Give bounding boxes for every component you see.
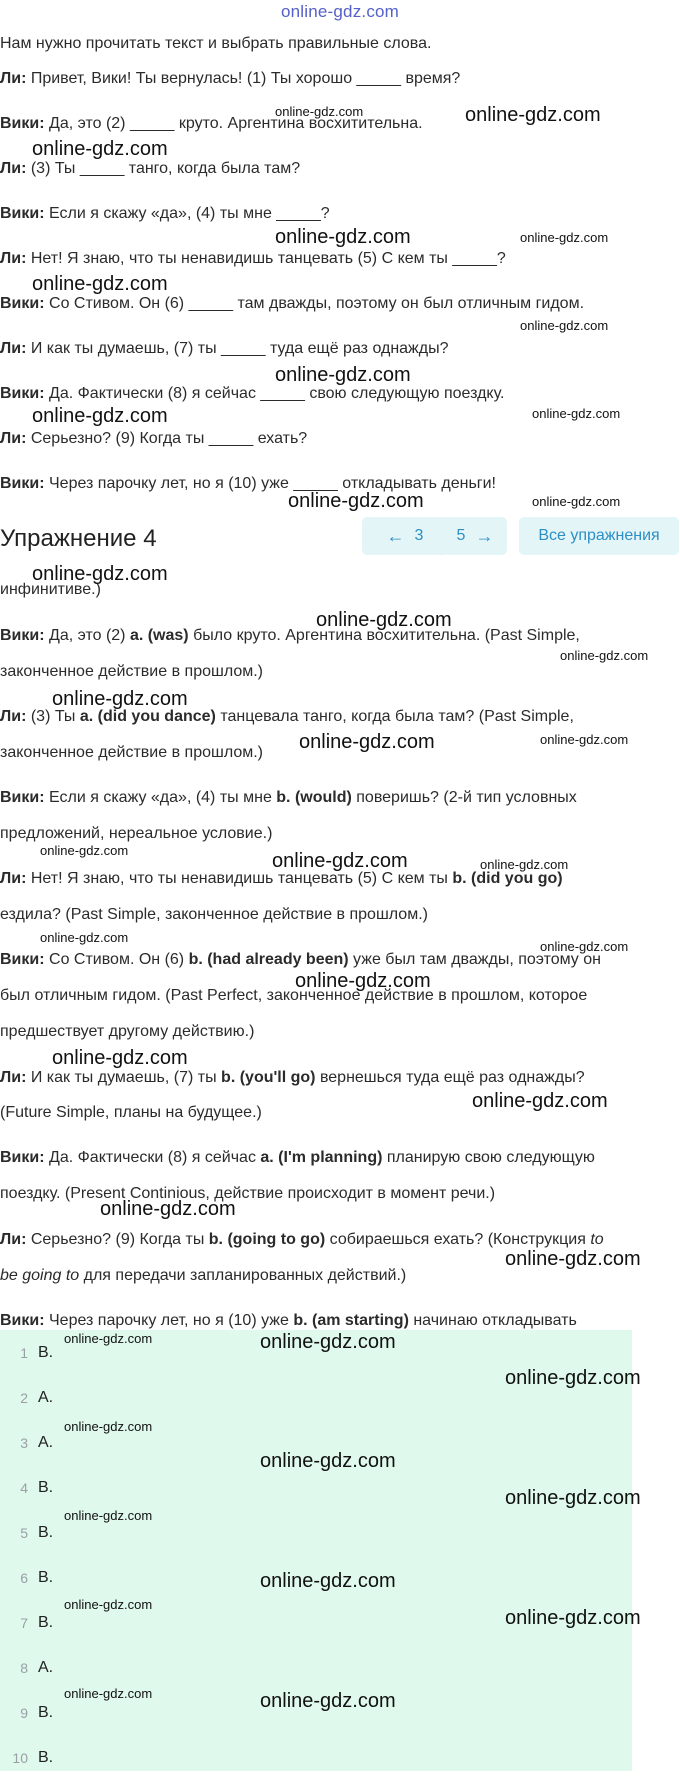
- answer-number: 8: [20, 1659, 28, 1676]
- text-segment: планирую свою следующую: [382, 1149, 595, 1166]
- answer-row: [0, 1735, 632, 1780]
- bold-segment: Ли:: [0, 160, 27, 177]
- bold-segment: Вики:: [0, 951, 45, 968]
- watermark-text: online-gdz.com: [532, 494, 621, 509]
- text-segment: для передачи запланированных действий.): [79, 1267, 407, 1284]
- text-segment: Через парочку лет, но я (10) уже: [44, 1312, 294, 1329]
- bold-segment: b. (going to go): [208, 1231, 326, 1248]
- answer-value: A.: [38, 1388, 54, 1406]
- answer-number: 3: [20, 1434, 28, 1451]
- bold-segment: a. (was): [129, 627, 189, 644]
- explanation-line: [0, 1068, 675, 1088]
- arrow-right-icon: →: [475, 525, 494, 546]
- text-segment: поездку. (Present Continious, действие происходит в момент речи.): [0, 1185, 496, 1202]
- answer-number: 10: [12, 1749, 28, 1766]
- bold-segment: Вики:: [0, 295, 45, 312]
- answer-number: 9: [20, 1704, 28, 1721]
- watermark-text: online-gdz.com: [40, 930, 129, 945]
- next-exercise-number: 5: [456, 527, 466, 544]
- bold-segment: a. (I'm planning): [260, 1149, 383, 1166]
- bold-segment: Ли:: [0, 340, 27, 357]
- answer-value: B.: [38, 1703, 54, 1721]
- arrow-left-icon: ←: [386, 525, 405, 546]
- text-segment: предложений, нереальное условие.): [0, 825, 273, 842]
- watermark-text: online-gdz.com: [275, 226, 411, 248]
- answer-value: B.: [38, 1613, 54, 1631]
- text-segment: Серьезно? (9) Когда ты _____ ехать?: [26, 430, 308, 447]
- answer-value: B.: [38, 1343, 54, 1361]
- answer-value: A.: [38, 1658, 54, 1676]
- text-segment: танцевала танго, когда была там? (Past Simple,: [215, 708, 574, 725]
- watermark-text: online-gdz.com: [505, 1487, 641, 1509]
- dialogue-line: [0, 339, 675, 359]
- answer-row: [0, 1645, 632, 1690]
- all-exercises-label: Все упражнения: [538, 527, 660, 544]
- watermark-text: online-gdz.com: [465, 104, 601, 126]
- watermark-text: online-gdz.com: [520, 230, 609, 245]
- dialogue-line: [0, 429, 675, 449]
- text-segment: Со Стивом. Он (6) _____ там дважды, поэтому он был отличным гидом.: [44, 295, 585, 312]
- explanation-line: [0, 1230, 675, 1250]
- text-segment: законченное действие в прошлом.): [0, 744, 264, 761]
- text-segment: Да. Фактически (8) я сейчас: [44, 1149, 261, 1166]
- watermark-text: online-gdz.com: [275, 364, 411, 386]
- text-segment: Со Стивом. Он (6): [44, 951, 189, 968]
- answer-value: B.: [38, 1568, 54, 1586]
- dialogue-line: [0, 159, 675, 179]
- text-segment: (3) Ты: [26, 708, 80, 725]
- bold-segment: Вики:: [0, 115, 45, 132]
- watermark-text: online-gdz.com: [540, 939, 629, 954]
- next-exercise-button[interactable]: [443, 517, 507, 555]
- watermark-text: online-gdz.com: [288, 490, 424, 512]
- bold-segment: Ли:: [0, 870, 27, 887]
- dialogue-line: [0, 204, 675, 224]
- text-segment: начинаю откладывать: [408, 1312, 577, 1329]
- watermark-text: online-gdz.com: [505, 1248, 641, 1270]
- watermark-text: online-gdz.com: [100, 1198, 236, 1220]
- text-segment: Серьезно? (9) Когда ты: [26, 1231, 209, 1248]
- answer-number: 6: [20, 1569, 28, 1586]
- watermark-text: online-gdz.com: [505, 1607, 641, 1629]
- text-segment: be going to: [0, 1267, 80, 1284]
- bold-segment: Вики:: [0, 385, 45, 402]
- watermark-text: online-gdz.com: [480, 857, 569, 872]
- watermark-text: online-gdz.com: [32, 273, 168, 295]
- watermark-text: online-gdz.com: [295, 970, 431, 992]
- text-segment: инфинитиве.): [0, 581, 101, 598]
- bold-segment: Ли:: [0, 250, 27, 267]
- bold-segment: b. (would): [276, 789, 352, 806]
- explanation-line: [0, 1022, 675, 1042]
- watermark-text: online-gdz.com: [40, 843, 129, 858]
- watermark-text: online-gdz.com: [64, 1331, 153, 1346]
- text-segment: Если я скажу «да», (4) ты мне: [44, 789, 277, 806]
- answer-number: 1: [20, 1344, 28, 1361]
- watermark-text: online-gdz.com: [52, 688, 188, 710]
- text-segment: Нет! Я знаю, что ты ненавидишь танцевать (5) С кем ты _____?: [26, 250, 506, 267]
- watermark-text: online-gdz.com: [32, 138, 168, 160]
- explanation-line: [0, 1311, 675, 1331]
- text-segment: ездила? (Past Simple, законченное действие в прошлом.): [0, 906, 428, 923]
- watermark-text: online-gdz.com: [64, 1508, 153, 1523]
- watermark-text: online-gdz.com: [52, 1047, 188, 1069]
- explanation-line: [0, 905, 675, 925]
- watermark-text: online-gdz.com: [505, 1367, 641, 1389]
- watermark-text: online-gdz.com: [540, 732, 629, 747]
- dialogue-line: [0, 34, 675, 54]
- answer-number: 4: [20, 1479, 28, 1496]
- text-segment: предшествует другому действию.): [0, 1023, 255, 1040]
- answer-value: B.: [38, 1478, 54, 1496]
- text-segment: Да, это (2) _____ круто. Аргентина восхитительна.: [44, 115, 423, 132]
- watermark-text: online-gdz.com: [32, 563, 168, 585]
- bold-segment: b. (you'll go): [221, 1069, 316, 1086]
- answer-value: B.: [38, 1748, 54, 1766]
- prev-exercise-button[interactable]: [362, 517, 448, 555]
- watermark-text: online-gdz.com: [64, 1686, 153, 1701]
- bold-segment: Вики:: [0, 1149, 45, 1166]
- answer-number: 2: [20, 1389, 28, 1406]
- watermark-text: online-gdz.com: [260, 1450, 396, 1472]
- text-segment: Нам нужно прочитать текст и выбрать правильные слова.: [0, 35, 432, 52]
- explanation-line: [0, 788, 675, 808]
- watermark-text: online-gdz.com: [64, 1597, 153, 1612]
- watermark-text: online-gdz.com: [316, 609, 452, 631]
- bold-segment: Ли:: [0, 70, 27, 87]
- text-segment: to: [590, 1231, 604, 1248]
- watermark-text: online-gdz.com: [64, 1419, 153, 1434]
- text-segment: Да. Фактически (8) я сейчас _____ свою следующую поездку.: [44, 385, 505, 402]
- text-segment: Через парочку лет, но я (10) уже _____ откладывать деньги!: [44, 475, 496, 492]
- dialogue-line: [0, 384, 675, 404]
- text-segment: уже был там дважды, поэтому он: [348, 951, 601, 968]
- bold-segment: a. (did you dance): [79, 708, 216, 725]
- explanation-line: [0, 1148, 675, 1168]
- answer-number: 5: [20, 1524, 28, 1541]
- text-segment: законченное действие в прошлом.): [0, 663, 264, 680]
- text-segment: И как ты думаешь, (7) ты _____ туда ещё раз однажды?: [26, 340, 449, 357]
- bold-segment: Ли:: [0, 430, 27, 447]
- text-segment: Да, это (2): [44, 627, 130, 644]
- all-exercises-button[interactable]: [519, 517, 679, 555]
- text-segment: (3) Ты _____ танго, когда была там?: [26, 160, 301, 177]
- bold-segment: b. (did you go): [452, 870, 563, 887]
- text-segment: Если я скажу «да», (4) ты мне _____?: [44, 205, 330, 222]
- bold-segment: Вики:: [0, 789, 45, 806]
- bold-segment: Вики:: [0, 205, 45, 222]
- answer-number: 7: [20, 1614, 28, 1631]
- text-segment: (Future Simple, планы на будущее.): [0, 1104, 262, 1121]
- bold-segment: Вики:: [0, 1312, 45, 1329]
- watermark-text: online-gdz.com: [260, 1331, 396, 1353]
- text-segment: И как ты думаешь, (7) ты: [26, 1069, 222, 1086]
- watermark-text: online-gdz.com: [532, 406, 621, 421]
- watermark-text: online-gdz.com: [472, 1090, 608, 1112]
- bold-segment: Вики:: [0, 627, 45, 644]
- explanation-line: [0, 662, 675, 682]
- watermark-text: online-gdz.com: [520, 318, 609, 333]
- watermark-text: online-gdz.com: [299, 731, 435, 753]
- watermark-text: online-gdz.com: [260, 1690, 396, 1712]
- text-segment: Привет, Вики! Ты вернулась! (1) Ты хорошо _____ время?: [26, 70, 461, 87]
- text-segment: вернешься туда ещё раз однажды?: [315, 1069, 585, 1086]
- bold-segment: b. (am starting): [293, 1312, 409, 1329]
- prev-exercise-number: 3: [414, 527, 424, 544]
- watermark-text: online-gdz.com: [260, 1570, 396, 1592]
- watermark-text: online-gdz.com: [32, 405, 168, 427]
- answer-value: B.: [38, 1523, 54, 1541]
- exercise-title: Упражнение 4: [0, 525, 157, 552]
- text-segment: был отличным гидом. (Past Perfect, законченное действие в прошлом, которое: [0, 987, 588, 1004]
- site-logo[interactable]: online-gdz.com: [280, 2, 400, 21]
- text-segment: было круто. Аргентина восхитительна. (Past Simple,: [188, 627, 580, 644]
- watermark-text: online-gdz.com: [560, 648, 649, 663]
- answer-value: A.: [38, 1433, 54, 1451]
- watermark-text: online-gdz.com: [275, 104, 364, 119]
- explanation-line: [0, 824, 675, 844]
- watermark-text: online-gdz.com: [272, 850, 408, 872]
- bold-segment: b. (had already been): [188, 951, 349, 968]
- bold-segment: Ли:: [0, 708, 27, 725]
- dialogue-line: [0, 69, 675, 89]
- bold-segment: Ли:: [0, 1231, 27, 1248]
- text-segment: поверишь? (2-й тип условных: [351, 789, 577, 806]
- text-segment: Нет! Я знаю, что ты ненавидишь танцевать (5) С кем ты: [26, 870, 453, 887]
- dialogue-line: [0, 294, 675, 314]
- dialogue-line: [0, 249, 675, 269]
- bold-segment: Вики:: [0, 475, 45, 492]
- bold-segment: Ли:: [0, 1069, 27, 1086]
- text-segment: собираешься ехать? (Конструкция: [325, 1231, 591, 1248]
